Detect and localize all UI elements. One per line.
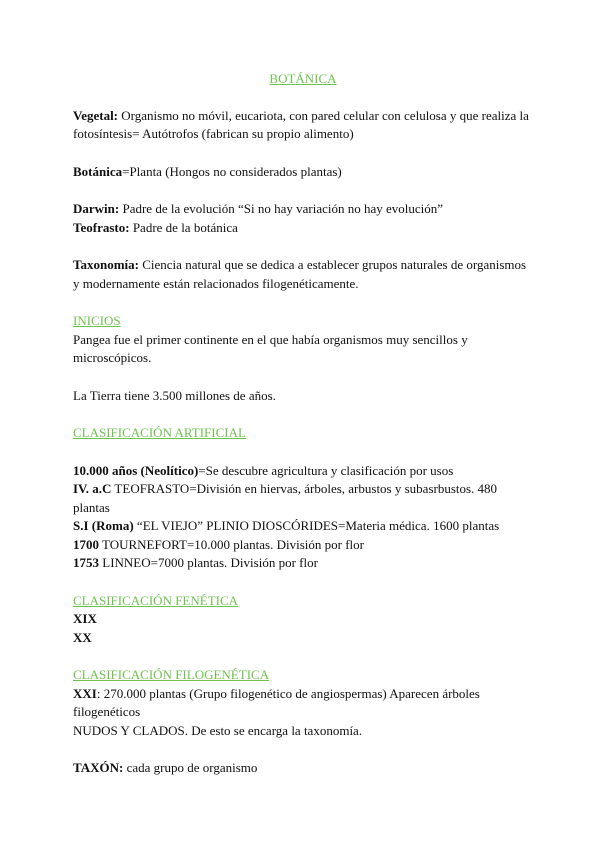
fenetica-item-text: XIX	[73, 611, 97, 626]
document-page	[73, 70, 533, 778]
artificial-row-text: TEOFRASTO=División en hiervas, árboles, arbustos y subasrbustos. 480 plantas	[73, 481, 498, 515]
inicios-paragraph-1: Pangea fue el primer continente en el que había organismos muy sencillos y microscópicos.	[73, 331, 468, 365]
darwin-definition	[73, 200, 533, 219]
nudos-paragraph: NUDOS Y CLADOS. De esto se encarga la taxonomía.	[73, 722, 363, 738]
fenetica-item	[73, 610, 533, 629]
vegetal-definition	[73, 107, 533, 144]
artificial-row	[73, 462, 533, 481]
filogenetica-row	[73, 685, 533, 722]
vegetal-term: Vegetal:	[73, 107, 119, 123]
artificial-heading: CLASIFICACIÓN ARTIFICIAL	[73, 425, 246, 440]
taxon-text: cada grupo de organismo	[123, 760, 258, 775]
artificial-row	[73, 536, 533, 555]
taxonomia-term: Taxonomía:	[73, 257, 139, 272]
taxonomia-definition	[73, 256, 533, 293]
taxon-term: TAXÓN:	[73, 760, 124, 775]
artificial-row-term: S.I (Roma)	[73, 518, 134, 533]
artificial-row-text: TOURNEFORT=10.000 plantas. División por flor	[99, 536, 364, 552]
filogenetica-row-term: XXI	[73, 685, 97, 701]
artificial-row-text: “EL VIEJO” PLINIO DIOSCÓRIDES=Materia médica. 1600 plantas	[133, 518, 500, 533]
artificial-row	[73, 554, 533, 573]
botanica-text: =Planta (Hongos no considerados plantas)	[122, 163, 342, 179]
fenetica-heading: CLASIFICACIÓN FENÉTICA	[73, 592, 239, 608]
teofrasto-definition	[73, 219, 533, 238]
artificial-row-term: 1700	[73, 536, 99, 552]
taxonomia-text: Ciencia natural que se dedica a establecer grupos naturales de organismos y modernamente están relacionados filogenéticamente.	[73, 257, 527, 291]
botanica-definition	[73, 163, 533, 182]
artificial-row	[73, 480, 533, 517]
artificial-row-text: =Se descubre agricultura y clasificación por usos	[198, 462, 454, 478]
artificial-row-term: IV. a.C	[73, 481, 112, 496]
document-title: BOTÁNICA	[269, 71, 337, 86]
inicios-heading: INICIOS	[73, 313, 121, 328]
vegetal-text: Organismo no móvil, eucariota, con pared celular con celulosa y que realiza la fotosíntesis= Autótrofos (fabrican su propio alimento)	[73, 107, 529, 141]
filogenetica-heading: CLASIFICACIÓN FILOGENÉTICA	[73, 667, 270, 682]
artificial-row	[73, 517, 533, 536]
teofrasto-text: Padre de la botánica	[129, 219, 238, 235]
fenetica-item-text: XX	[73, 629, 92, 645]
taxon-definition	[73, 759, 533, 778]
botanica-term: Botánica	[73, 163, 123, 179]
filogenetica-row-text: : 270.000 plantas (Grupo filogenético de angiospermas) Aparecen árboles filogenéticos	[73, 685, 480, 719]
artificial-row-term: 10.000 años (Neolítico)	[73, 462, 199, 478]
artificial-row-text: LINNEO=7000 plantas. División por flor	[99, 555, 318, 570]
fenetica-item	[73, 629, 533, 648]
darwin-text: Padre de la evolución “Si no hay variación no hay evolución”	[119, 201, 444, 216]
artificial-row-term: 1753	[73, 555, 99, 570]
inicios-paragraph-2: La Tierra tiene 3.500 millones de años.	[73, 387, 276, 403]
darwin-term: Darwin:	[73, 201, 120, 216]
teofrasto-term: Teofrasto:	[73, 219, 130, 235]
